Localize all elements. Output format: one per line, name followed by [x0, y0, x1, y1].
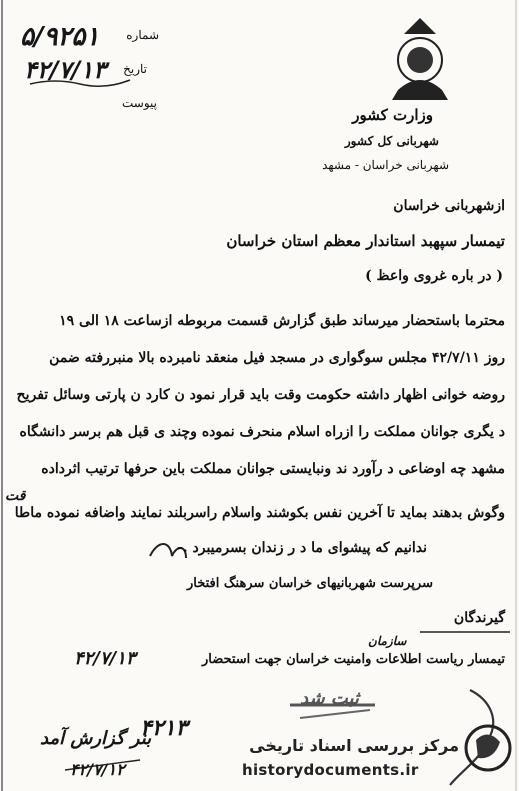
letter-to: تیمسار سپهبد استاندار معظم استان خراسان	[226, 232, 505, 250]
margin-note: قت	[5, 488, 26, 504]
number-label: شماره	[126, 28, 159, 42]
branch-name: شهربانی خراسان - مشهد	[322, 158, 449, 172]
number-value: ۵/۹۲۵۱	[20, 22, 100, 52]
recipients-line: تیمسار ریاست اطلاعات وامنیت خراسان جهت استحضار	[201, 652, 505, 667]
letter-from: ازشهربانی خراسان	[393, 198, 505, 214]
body-line-1: محترما باستحضار میرساند طبق گزارش قسمت مربوطه ازساعت ۱۸ الی ۱۹	[59, 313, 505, 329]
handwritten-number: ۴۲۱۳	[140, 716, 188, 741]
body-line-5: مشهد چه اوضاعی د رآورد ند ونبایستی جوانان مملکت باین حرفها ترتیب اثرداده	[41, 461, 505, 477]
date-value: ۴۲/۷/۱۳	[24, 56, 106, 84]
body-line-3: روضه خوانی اظهار داشته حکومت وقت باید قرار نمود ن کارد ن پارتی وسائل تفریح	[16, 387, 505, 403]
watermark-url: historydocuments.ir	[242, 761, 419, 779]
body-line-2: روز ۴۲/۷/۱۱ مجلس سوگواری در مسجد فیل منعقد نامبرده بالا منبررفته ضمن	[49, 350, 505, 366]
recipients-date-note: ۴۲/۷/۱۳	[74, 648, 136, 669]
ministry-name: وزارت کشور	[352, 106, 433, 124]
body-line-7: ندانیم که پیشوای ما د ر زندان بسرمیبرد .-	[176, 540, 427, 556]
registered-stamp: ثبت شد	[300, 688, 359, 709]
recipients-heading: گیرندگان	[453, 610, 505, 626]
recipients-org-note: سازمان	[368, 634, 407, 648]
signature-line: سرپرست شهربانیهای خراسان سرهنگ افتخار	[186, 576, 433, 591]
watermark-logo-icon	[466, 726, 510, 770]
letter-subject: ( در باره غروی واعظ )	[365, 268, 503, 284]
attachment-label: پیوست	[122, 96, 157, 110]
date-label: تاریخ	[123, 62, 147, 76]
body-line-4: د یگری جوانان مملکت را ازراه اسلام منحرف نموده وچند ی قبل هم برسر دانشگاه	[19, 424, 505, 440]
handwritten-date: ۴۲/۷/۱۲	[70, 760, 125, 779]
body-line-6: وگوش بدهند بماید تا آخرین نفس بکوشند واسلام راسربلند نمایند واضافه نموده ماطا	[14, 505, 505, 521]
office-name: شهربانی کل کشور	[344, 134, 439, 148]
handwritten-note: بنر گزارش آمد	[40, 728, 152, 749]
watermark-name: مرکز بررسی اسناد تاریخی	[249, 736, 459, 755]
